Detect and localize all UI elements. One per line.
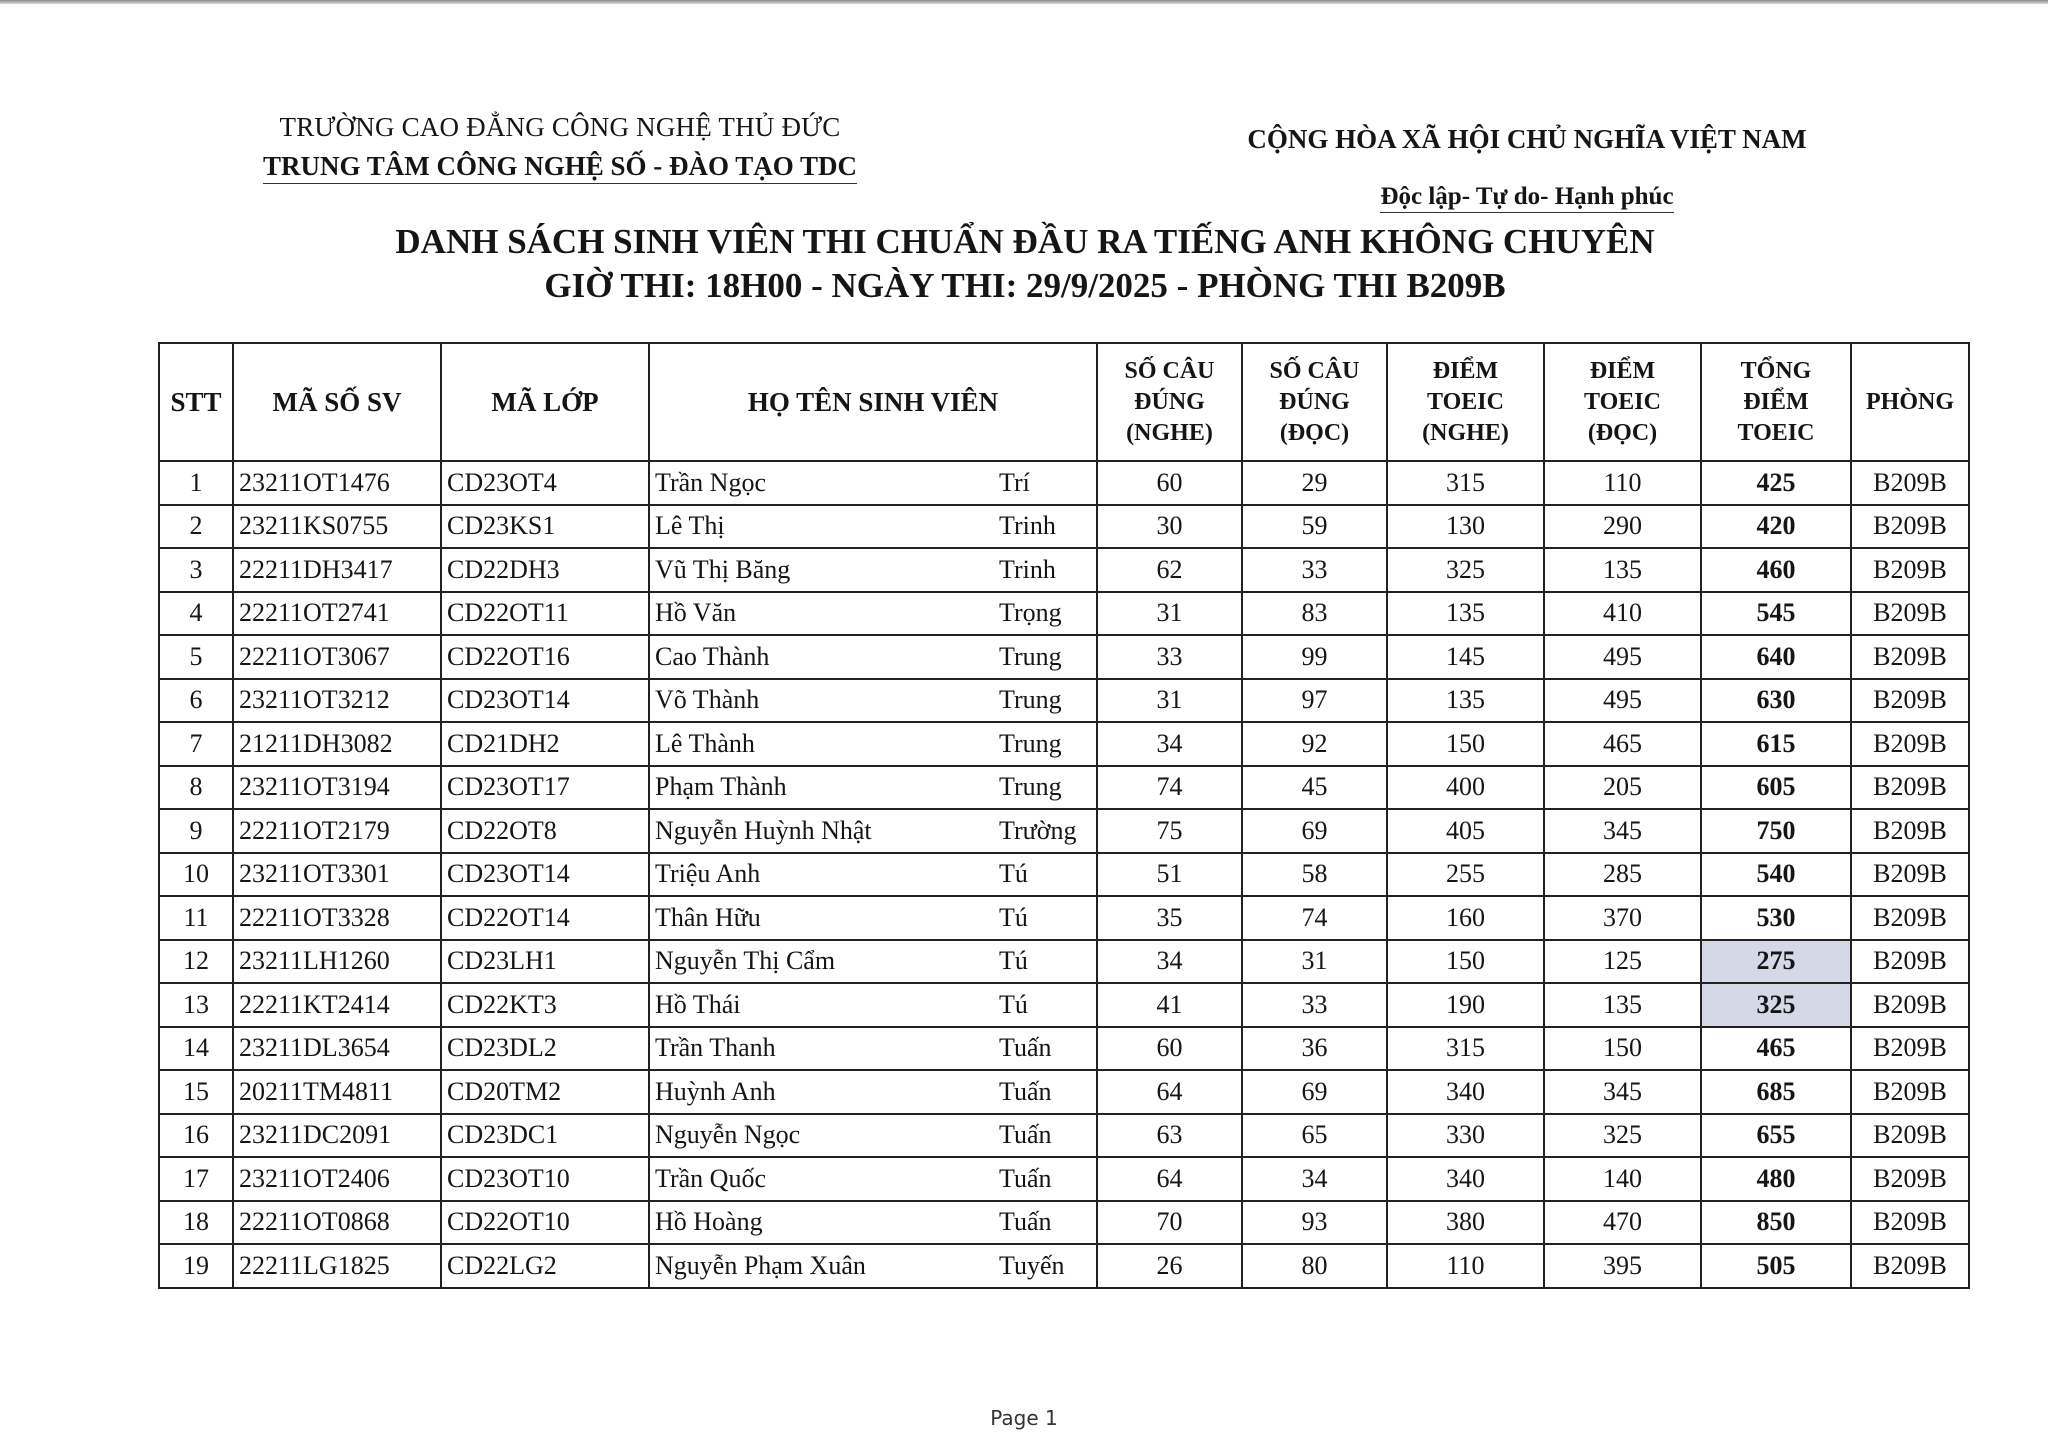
cell-toeic-total: 685 — [1701, 1070, 1851, 1114]
student-family-name: Nguyễn Thị Cẩm — [655, 946, 836, 976]
table-row — [159, 548, 1969, 592]
cell-listening-correct: 62 — [1097, 548, 1242, 592]
col-header-text: SỐ CÂU — [1269, 357, 1360, 384]
col-header-text: ĐÚNG — [1279, 388, 1350, 415]
cell-toeic-reading: 205 — [1544, 766, 1701, 810]
national-title: CỘNG HÒA XÃ HỘI CHỦ NGHĨA VIỆT NAM — [1247, 124, 1807, 154]
cell-listening-correct: 64 — [1097, 1157, 1242, 1201]
cell-stt: 19 — [159, 1244, 233, 1288]
cell-toeic-total: 530 — [1701, 896, 1851, 940]
cell-class-code: CD23OT4 — [441, 461, 649, 505]
cell-toeic-reading: 345 — [1544, 809, 1701, 853]
table-row — [159, 635, 1969, 679]
col-header — [441, 343, 649, 461]
cell-listening-correct: 74 — [1097, 766, 1242, 810]
cell-toeic-reading: 495 — [1544, 679, 1701, 723]
cell-student-id: 22211KT2414 — [233, 983, 441, 1027]
cell-class-code: CD23DC1 — [441, 1114, 649, 1158]
col-header-text: HỌ TÊN SINH VIÊN — [747, 386, 999, 417]
col-header-text: TỔNG — [1740, 357, 1812, 384]
student-family-name: Thân Hữu — [655, 902, 761, 932]
cell-class-code: CD20TM2 — [441, 1070, 649, 1114]
table-row — [159, 853, 1969, 897]
cell-toeic-listening: 190 — [1387, 983, 1544, 1027]
cell-stt: 2 — [159, 505, 233, 549]
col-header-text: PHÒNG — [1866, 388, 1954, 415]
cell-listening-correct: 63 — [1097, 1114, 1242, 1158]
national-header — [1222, 124, 1832, 213]
cell-toeic-total: 480 — [1701, 1157, 1851, 1201]
student-given-name: Tuấn — [999, 1207, 1052, 1237]
cell-room: B209B — [1851, 1244, 1969, 1288]
student-family-name: Võ Thành — [655, 685, 760, 715]
cell-toeic-total: 465 — [1701, 1027, 1851, 1071]
table-row — [159, 679, 1969, 723]
cell-toeic-reading: 465 — [1544, 722, 1701, 766]
cell-student-name — [649, 1027, 1097, 1071]
cell-student-id: 23211DL3654 — [233, 1027, 441, 1071]
cell-toeic-total: 460 — [1701, 548, 1851, 592]
cell-class-code: CD22OT16 — [441, 635, 649, 679]
cell-student-name — [649, 635, 1097, 679]
student-given-name: Trinh — [999, 554, 1056, 584]
cell-toeic-reading: 285 — [1544, 853, 1701, 897]
title-line-1: DANH SÁCH SINH VIÊN THI CHUẨN ĐẦU RA TIẾNG ANH KHÔNG CHUYÊN — [395, 222, 1655, 261]
table-row — [159, 722, 1969, 766]
cell-room: B209B — [1851, 635, 1969, 679]
cell-student-id: 23211OT3301 — [233, 853, 441, 897]
cell-stt: 13 — [159, 983, 233, 1027]
student-family-name: Nguyễn Huỳnh Nhật — [655, 815, 872, 845]
cell-room: B209B — [1851, 722, 1969, 766]
student-given-name: Tuấn — [999, 1163, 1052, 1193]
cell-student-name — [649, 983, 1097, 1027]
student-given-name: Trung — [999, 641, 1062, 671]
cell-room: B209B — [1851, 1114, 1969, 1158]
table-row — [159, 983, 1969, 1027]
cell-listening-correct: 60 — [1097, 461, 1242, 505]
cell-toeic-listening: 110 — [1387, 1244, 1544, 1288]
cell-toeic-reading: 125 — [1544, 940, 1701, 984]
cell-class-code: CD22OT14 — [441, 896, 649, 940]
cell-reading-correct: 33 — [1242, 983, 1387, 1027]
cell-listening-correct: 26 — [1097, 1244, 1242, 1288]
col-header — [1544, 343, 1701, 461]
cell-toeic-listening: 340 — [1387, 1157, 1544, 1201]
cell-room: B209B — [1851, 592, 1969, 636]
student-given-name: Trung — [999, 728, 1062, 758]
cell-room: B209B — [1851, 1201, 1969, 1245]
cell-toeic-total: 615 — [1701, 722, 1851, 766]
cell-class-code: CD22OT10 — [441, 1201, 649, 1245]
cell-stt: 14 — [159, 1027, 233, 1071]
cell-toeic-reading: 135 — [1544, 548, 1701, 592]
student-given-name: Tuyến — [999, 1250, 1065, 1280]
cell-reading-correct: 92 — [1242, 722, 1387, 766]
cell-listening-correct: 60 — [1097, 1027, 1242, 1071]
cell-reading-correct: 33 — [1242, 548, 1387, 592]
cell-stt: 10 — [159, 853, 233, 897]
cell-reading-correct: 36 — [1242, 1027, 1387, 1071]
cell-student-name — [649, 1114, 1097, 1158]
col-header-text: (NGHE) — [1422, 419, 1509, 446]
student-given-name: Trung — [999, 685, 1062, 715]
cell-stt: 4 — [159, 592, 233, 636]
cell-room: B209B — [1851, 461, 1969, 505]
col-header — [1851, 343, 1969, 461]
student-given-name: Tuấn — [999, 1033, 1052, 1063]
cell-toeic-listening: 145 — [1387, 635, 1544, 679]
table-row — [159, 896, 1969, 940]
cell-student-id: 23211OT2406 — [233, 1157, 441, 1201]
cell-reading-correct: 59 — [1242, 505, 1387, 549]
student-family-name: Trần Quốc — [655, 1163, 766, 1193]
cell-toeic-reading: 150 — [1544, 1027, 1701, 1071]
col-header — [1097, 343, 1242, 461]
cell-toeic-listening: 325 — [1387, 548, 1544, 592]
col-header — [233, 343, 441, 461]
student-family-name: Trần Thanh — [655, 1033, 776, 1063]
col-header-text: SỐ CÂU — [1124, 357, 1215, 384]
cell-listening-correct: 34 — [1097, 722, 1242, 766]
cell-reading-correct: 34 — [1242, 1157, 1387, 1201]
cell-toeic-total: 540 — [1701, 853, 1851, 897]
cell-toeic-total: 545 — [1701, 592, 1851, 636]
cell-student-name — [649, 809, 1097, 853]
table-row — [159, 1027, 1969, 1071]
cell-student-id: 22211OT2179 — [233, 809, 441, 853]
scan-top-edge — [0, 0, 2048, 4]
cell-toeic-total: 505 — [1701, 1244, 1851, 1288]
table-row — [159, 766, 1969, 810]
cell-student-name — [649, 548, 1097, 592]
col-header-text: (NGHE) — [1126, 419, 1213, 446]
cell-toeic-total: 275 — [1701, 940, 1851, 984]
cell-room: B209B — [1851, 505, 1969, 549]
cell-toeic-listening: 255 — [1387, 853, 1544, 897]
col-header-text: TOEIC — [1737, 419, 1815, 446]
cell-toeic-reading: 395 — [1544, 1244, 1701, 1288]
cell-reading-correct: 65 — [1242, 1114, 1387, 1158]
cell-student-id: 22211LG1825 — [233, 1244, 441, 1288]
cell-toeic-total: 750 — [1701, 809, 1851, 853]
cell-stt: 17 — [159, 1157, 233, 1201]
table-row — [159, 592, 1969, 636]
cell-room: B209B — [1851, 809, 1969, 853]
col-header — [1701, 343, 1851, 461]
cell-student-id: 22211OT2741 — [233, 592, 441, 636]
table-row — [159, 1201, 1969, 1245]
cell-toeic-reading: 495 — [1544, 635, 1701, 679]
cell-room: B209B — [1851, 548, 1969, 592]
student-family-name: Lê Thị — [655, 511, 725, 541]
col-header — [1242, 343, 1387, 461]
col-header-text: TOEIC — [1584, 388, 1661, 415]
table-row — [159, 505, 1969, 549]
cell-toeic-reading: 290 — [1544, 505, 1701, 549]
cell-toeic-listening: 130 — [1387, 505, 1544, 549]
cell-reading-correct: 83 — [1242, 592, 1387, 636]
cell-student-id: 21211DH3082 — [233, 722, 441, 766]
cell-student-name — [649, 766, 1097, 810]
student-family-name: Lê Thành — [655, 728, 755, 758]
student-family-name: Huỳnh Anh — [655, 1076, 776, 1106]
col-header — [649, 343, 1097, 461]
col-header — [159, 343, 233, 461]
cell-toeic-reading: 345 — [1544, 1070, 1701, 1114]
table-row — [159, 940, 1969, 984]
cell-toeic-total: 630 — [1701, 679, 1851, 723]
cell-toeic-listening: 315 — [1387, 461, 1544, 505]
cell-toeic-total: 325 — [1701, 983, 1851, 1027]
page-number: Page 1 — [990, 1406, 1058, 1430]
cell-student-id: 23211LH1260 — [233, 940, 441, 984]
cell-student-name — [649, 1070, 1097, 1114]
col-header-text: ĐIỂM — [1743, 388, 1809, 415]
student-family-name: Triệu Anh — [655, 859, 761, 889]
cell-room: B209B — [1851, 1070, 1969, 1114]
cell-class-code: CD22KT3 — [441, 983, 649, 1027]
document-title — [200, 220, 1850, 308]
cell-class-code: CD23OT14 — [441, 853, 649, 897]
student-family-name: Hồ Văn — [655, 598, 737, 628]
student-family-name: Hồ Thái — [655, 989, 741, 1019]
student-given-name: Trung — [999, 772, 1062, 802]
student-given-name: Trinh — [999, 511, 1056, 541]
cell-stt: 16 — [159, 1114, 233, 1158]
cell-reading-correct: 31 — [1242, 940, 1387, 984]
col-header-text: (ĐỌC) — [1279, 419, 1350, 446]
cell-reading-correct: 74 — [1242, 896, 1387, 940]
national-motto: Độc lập- Tự do- Hạnh phúc — [1380, 183, 1673, 213]
student-given-name: Tú — [999, 859, 1028, 889]
cell-reading-correct: 69 — [1242, 809, 1387, 853]
cell-stt: 1 — [159, 461, 233, 505]
cell-stt: 12 — [159, 940, 233, 984]
center-name: TRUNG TÂM CÔNG NGHỆ SỐ - ĐÀO TẠO TDC — [263, 151, 857, 184]
cell-reading-correct: 69 — [1242, 1070, 1387, 1114]
col-header-text: TOEIC — [1427, 388, 1504, 415]
cell-room: B209B — [1851, 1157, 1969, 1201]
cell-stt: 5 — [159, 635, 233, 679]
cell-toeic-reading: 140 — [1544, 1157, 1701, 1201]
cell-student-name — [649, 1201, 1097, 1245]
cell-student-name — [649, 461, 1097, 505]
cell-reading-correct: 99 — [1242, 635, 1387, 679]
cell-listening-correct: 31 — [1097, 679, 1242, 723]
cell-toeic-listening: 135 — [1387, 679, 1544, 723]
cell-toeic-reading: 370 — [1544, 896, 1701, 940]
cell-toeic-listening: 380 — [1387, 1201, 1544, 1245]
cell-stt: 8 — [159, 766, 233, 810]
cell-toeic-reading: 410 — [1544, 592, 1701, 636]
cell-class-code: CD23KS1 — [441, 505, 649, 549]
student-family-name: Phạm Thành — [655, 772, 787, 802]
student-family-name: Vũ Thị Băng — [655, 554, 791, 584]
student-given-name: Tú — [999, 902, 1028, 932]
cell-stt: 3 — [159, 548, 233, 592]
cell-reading-correct: 93 — [1242, 1201, 1387, 1245]
student-family-name: Hồ Hoàng — [655, 1207, 763, 1237]
cell-room: B209B — [1851, 896, 1969, 940]
cell-toeic-listening: 405 — [1387, 809, 1544, 853]
school-name: TRƯỜNG CAO ĐẲNG CÔNG NGHỆ THỦ ĐỨC — [279, 112, 841, 142]
col-header-text: MÃ LỚP — [491, 386, 599, 417]
student-given-name: Tuấn — [999, 1120, 1052, 1150]
table-body — [159, 461, 1969, 1288]
cell-toeic-listening: 150 — [1387, 940, 1544, 984]
cell-class-code: CD23OT14 — [441, 679, 649, 723]
cell-student-id: 23211OT3212 — [233, 679, 441, 723]
cell-toeic-total: 420 — [1701, 505, 1851, 549]
table-header-row — [159, 343, 1969, 461]
cell-toeic-total: 640 — [1701, 635, 1851, 679]
cell-stt: 7 — [159, 722, 233, 766]
cell-student-name — [649, 1157, 1097, 1201]
cell-stt: 6 — [159, 679, 233, 723]
cell-stt: 15 — [159, 1070, 233, 1114]
student-family-name: Trần Ngọc — [655, 467, 766, 497]
cell-listening-correct: 34 — [1097, 940, 1242, 984]
cell-stt: 9 — [159, 809, 233, 853]
cell-toeic-listening: 135 — [1387, 592, 1544, 636]
cell-listening-correct: 75 — [1097, 809, 1242, 853]
student-given-name: Tuấn — [999, 1076, 1052, 1106]
cell-toeic-total: 605 — [1701, 766, 1851, 810]
cell-student-id: 22211DH3417 — [233, 548, 441, 592]
student-family-name: Cao Thành — [655, 641, 770, 671]
cell-listening-correct: 70 — [1097, 1201, 1242, 1245]
cell-student-id: 23211OT3194 — [233, 766, 441, 810]
cell-listening-correct: 31 — [1097, 592, 1242, 636]
cell-toeic-total: 850 — [1701, 1201, 1851, 1245]
institution-header — [230, 112, 890, 184]
cell-toeic-total: 425 — [1701, 461, 1851, 505]
col-header-text: (ĐỌC) — [1587, 419, 1658, 446]
cell-room: B209B — [1851, 1027, 1969, 1071]
col-header-text: STT — [170, 386, 222, 417]
table-row — [159, 1157, 1969, 1201]
cell-toeic-total: 655 — [1701, 1114, 1851, 1158]
table-row — [159, 809, 1969, 853]
cell-student-name — [649, 679, 1097, 723]
student-family-name: Nguyễn Phạm Xuân — [655, 1250, 866, 1280]
title-line-2: GIỜ THI: 18H00 - NGÀY THI: 29/9/2025 - PHÒNG THI B209B — [544, 266, 1506, 305]
student-given-name: Trí — [999, 467, 1030, 497]
cell-reading-correct: 29 — [1242, 461, 1387, 505]
cell-room: B209B — [1851, 940, 1969, 984]
cell-student-name — [649, 592, 1097, 636]
cell-toeic-listening: 160 — [1387, 896, 1544, 940]
cell-class-code: CD23LH1 — [441, 940, 649, 984]
table-row — [159, 1070, 1969, 1114]
cell-class-code: CD22LG2 — [441, 1244, 649, 1288]
table-row — [159, 1244, 1969, 1288]
cell-listening-correct: 30 — [1097, 505, 1242, 549]
cell-listening-correct: 33 — [1097, 635, 1242, 679]
cell-student-id: 22211OT3328 — [233, 896, 441, 940]
cell-room: B209B — [1851, 679, 1969, 723]
cell-class-code: CD22DH3 — [441, 548, 649, 592]
cell-listening-correct: 51 — [1097, 853, 1242, 897]
cell-toeic-listening: 400 — [1387, 766, 1544, 810]
cell-listening-correct: 35 — [1097, 896, 1242, 940]
cell-student-name — [649, 940, 1097, 984]
cell-toeic-reading: 110 — [1544, 461, 1701, 505]
table-row — [159, 1114, 1969, 1158]
cell-toeic-listening: 150 — [1387, 722, 1544, 766]
col-header-text: ĐIỂM — [1589, 357, 1656, 384]
student-list-table — [158, 342, 1970, 1289]
cell-toeic-listening: 315 — [1387, 1027, 1544, 1071]
cell-student-name — [649, 505, 1097, 549]
student-given-name: Tú — [999, 989, 1028, 1019]
cell-toeic-reading: 470 — [1544, 1201, 1701, 1245]
cell-listening-correct: 64 — [1097, 1070, 1242, 1114]
col-header-text: ĐÚNG — [1134, 388, 1205, 415]
student-given-name: Tú — [999, 946, 1028, 976]
cell-class-code: CD22OT11 — [441, 592, 649, 636]
cell-class-code: CD23OT17 — [441, 766, 649, 810]
cell-stt: 18 — [159, 1201, 233, 1245]
student-given-name: Trọng — [999, 598, 1062, 628]
cell-class-code: CD23OT10 — [441, 1157, 649, 1201]
cell-stt: 11 — [159, 896, 233, 940]
cell-toeic-listening: 340 — [1387, 1070, 1544, 1114]
cell-room: B209B — [1851, 853, 1969, 897]
cell-student-id: 22211OT3067 — [233, 635, 441, 679]
col-header — [1387, 343, 1544, 461]
student-given-name: Trường — [999, 815, 1077, 845]
col-header-text: MÃ SỐ SV — [272, 386, 402, 417]
cell-reading-correct: 97 — [1242, 679, 1387, 723]
cell-room: B209B — [1851, 983, 1969, 1027]
cell-student-name — [649, 722, 1097, 766]
cell-listening-correct: 41 — [1097, 983, 1242, 1027]
cell-reading-correct: 80 — [1242, 1244, 1387, 1288]
cell-toeic-listening: 330 — [1387, 1114, 1544, 1158]
cell-student-id: 23211KS0755 — [233, 505, 441, 549]
cell-room: B209B — [1851, 766, 1969, 810]
cell-student-id: 23211OT1476 — [233, 461, 441, 505]
cell-student-name — [649, 853, 1097, 897]
cell-student-name — [649, 896, 1097, 940]
cell-student-id: 20211TM4811 — [233, 1070, 441, 1114]
cell-toeic-reading: 325 — [1544, 1114, 1701, 1158]
cell-class-code: CD22OT8 — [441, 809, 649, 853]
cell-class-code: CD21DH2 — [441, 722, 649, 766]
cell-reading-correct: 45 — [1242, 766, 1387, 810]
cell-class-code: CD23DL2 — [441, 1027, 649, 1071]
col-header-text: ĐIỂM — [1432, 357, 1499, 384]
cell-student-id: 23211DC2091 — [233, 1114, 441, 1158]
cell-student-id: 22211OT0868 — [233, 1201, 441, 1245]
student-family-name: Nguyễn Ngọc — [655, 1120, 801, 1150]
cell-student-name — [649, 1244, 1097, 1288]
cell-reading-correct: 58 — [1242, 853, 1387, 897]
cell-toeic-reading: 135 — [1544, 983, 1701, 1027]
table-row — [159, 461, 1969, 505]
